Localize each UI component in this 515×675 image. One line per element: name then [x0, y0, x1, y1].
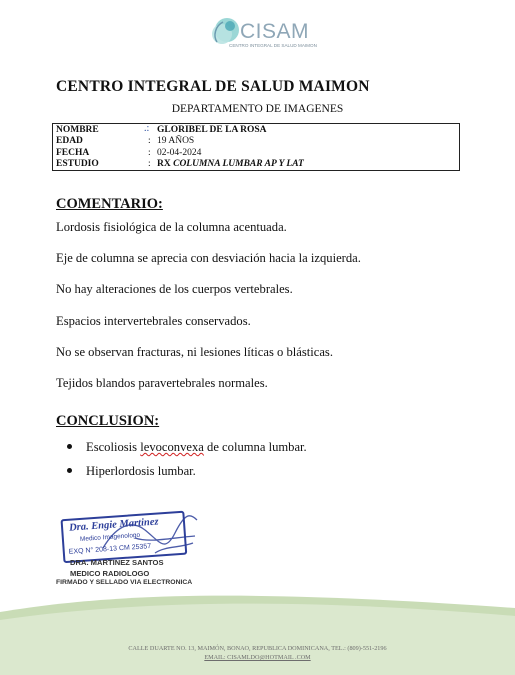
study-name: COLUMNA LUMBAR AP Y LAT — [173, 159, 304, 170]
bullet-icon — [67, 444, 72, 449]
conclusion-list — [66, 439, 307, 487]
signature-scribble-icon — [95, 508, 205, 563]
footer-email-link[interactable]: EMAIL: CISAMLDO@HOTMAIL .COM — [204, 654, 311, 661]
spellcheck-flagged-word: levoconvexa — [140, 440, 204, 454]
stamp-exequatur: EXQ N° 208-13 CM 25357 — [68, 543, 152, 556]
footer-address: CALLE DUARTE NO. 13, MAIMÓN, BONAO, REPUBLICA DOMINICANA, TEL.: (809)-551-2196 — [128, 645, 387, 652]
logo-name: CISAM — [240, 20, 310, 43]
comment-line: Lordosis fisiológica de la columna acentuada. — [56, 220, 287, 234]
patient-label: ESTUDIO — [56, 159, 99, 170]
patient-row-name — [53, 125, 459, 136]
stamp-name: Dra. Engie Martinez — [68, 516, 159, 534]
stamp-role: Medico Imagenologo — [79, 531, 141, 543]
cisam-logo — [205, 12, 325, 54]
patient-info-box — [52, 123, 460, 171]
bullet-icon — [67, 468, 72, 473]
patient-separator: : — [148, 159, 151, 170]
comment-line: Tejidos blandos paravertebrales normales. — [56, 376, 268, 390]
conclusion-text: Hiperlordosis lumbar. — [86, 464, 196, 478]
patient-label: EDAD — [56, 136, 83, 147]
conclusion-text: de columna lumbar. — [203, 440, 307, 454]
list-item — [66, 439, 307, 463]
patient-row-age — [53, 136, 459, 147]
patient-separator: : — [148, 136, 151, 147]
conclusion-heading: CONCLUSION: — [56, 413, 160, 429]
page-title: CENTRO INTEGRAL DE SALUD MAIMON — [56, 78, 370, 95]
comment-line: Eje de columna se aprecia con desviación hacia la izquierda. — [56, 251, 361, 265]
logo-tagline: CENTRO INTEGRAL DE SALUD MAIMON — [229, 43, 317, 48]
comment-line: No hay alteraciones de los cuerpos vertebrales. — [56, 282, 293, 296]
patient-label: NOMBRE — [56, 125, 99, 135]
footer-wave — [0, 590, 515, 675]
patient-name-value: GLORIBEL DE LA ROSA — [157, 125, 267, 135]
patient-separator: : — [148, 147, 151, 158]
spellcheck-mark: .: — [144, 123, 150, 134]
list-item — [66, 463, 307, 487]
signature-note: FIRMADO Y SELLADO VIA ELECTRONICA — [56, 579, 193, 586]
patient-row-date — [53, 148, 459, 159]
department-title: DEPARTAMENTO DE IMAGENES — [171, 103, 344, 115]
signatory-title: MEDICO RADIOLOGO — [70, 569, 150, 578]
patient-date-value: 02-04-2024 — [157, 147, 202, 158]
patient-study-value — [157, 159, 304, 170]
patient-age-value: 19 AÑOS — [157, 136, 195, 147]
patient-row-study — [53, 159, 459, 170]
comment-line: No se observan fracturas, ni lesiones líticas o blásticas. — [56, 345, 333, 359]
patient-label: FECHA — [56, 147, 90, 158]
study-prefix: RX — [157, 159, 171, 170]
comment-line: Espacios intervertebrales conservados. — [56, 314, 251, 328]
comentario-heading: COMENTARIO: — [56, 196, 163, 212]
signatory-name: DRA. MARTINEZ SANTOS — [70, 558, 164, 567]
conclusion-text: Escoliosis — [86, 440, 141, 454]
